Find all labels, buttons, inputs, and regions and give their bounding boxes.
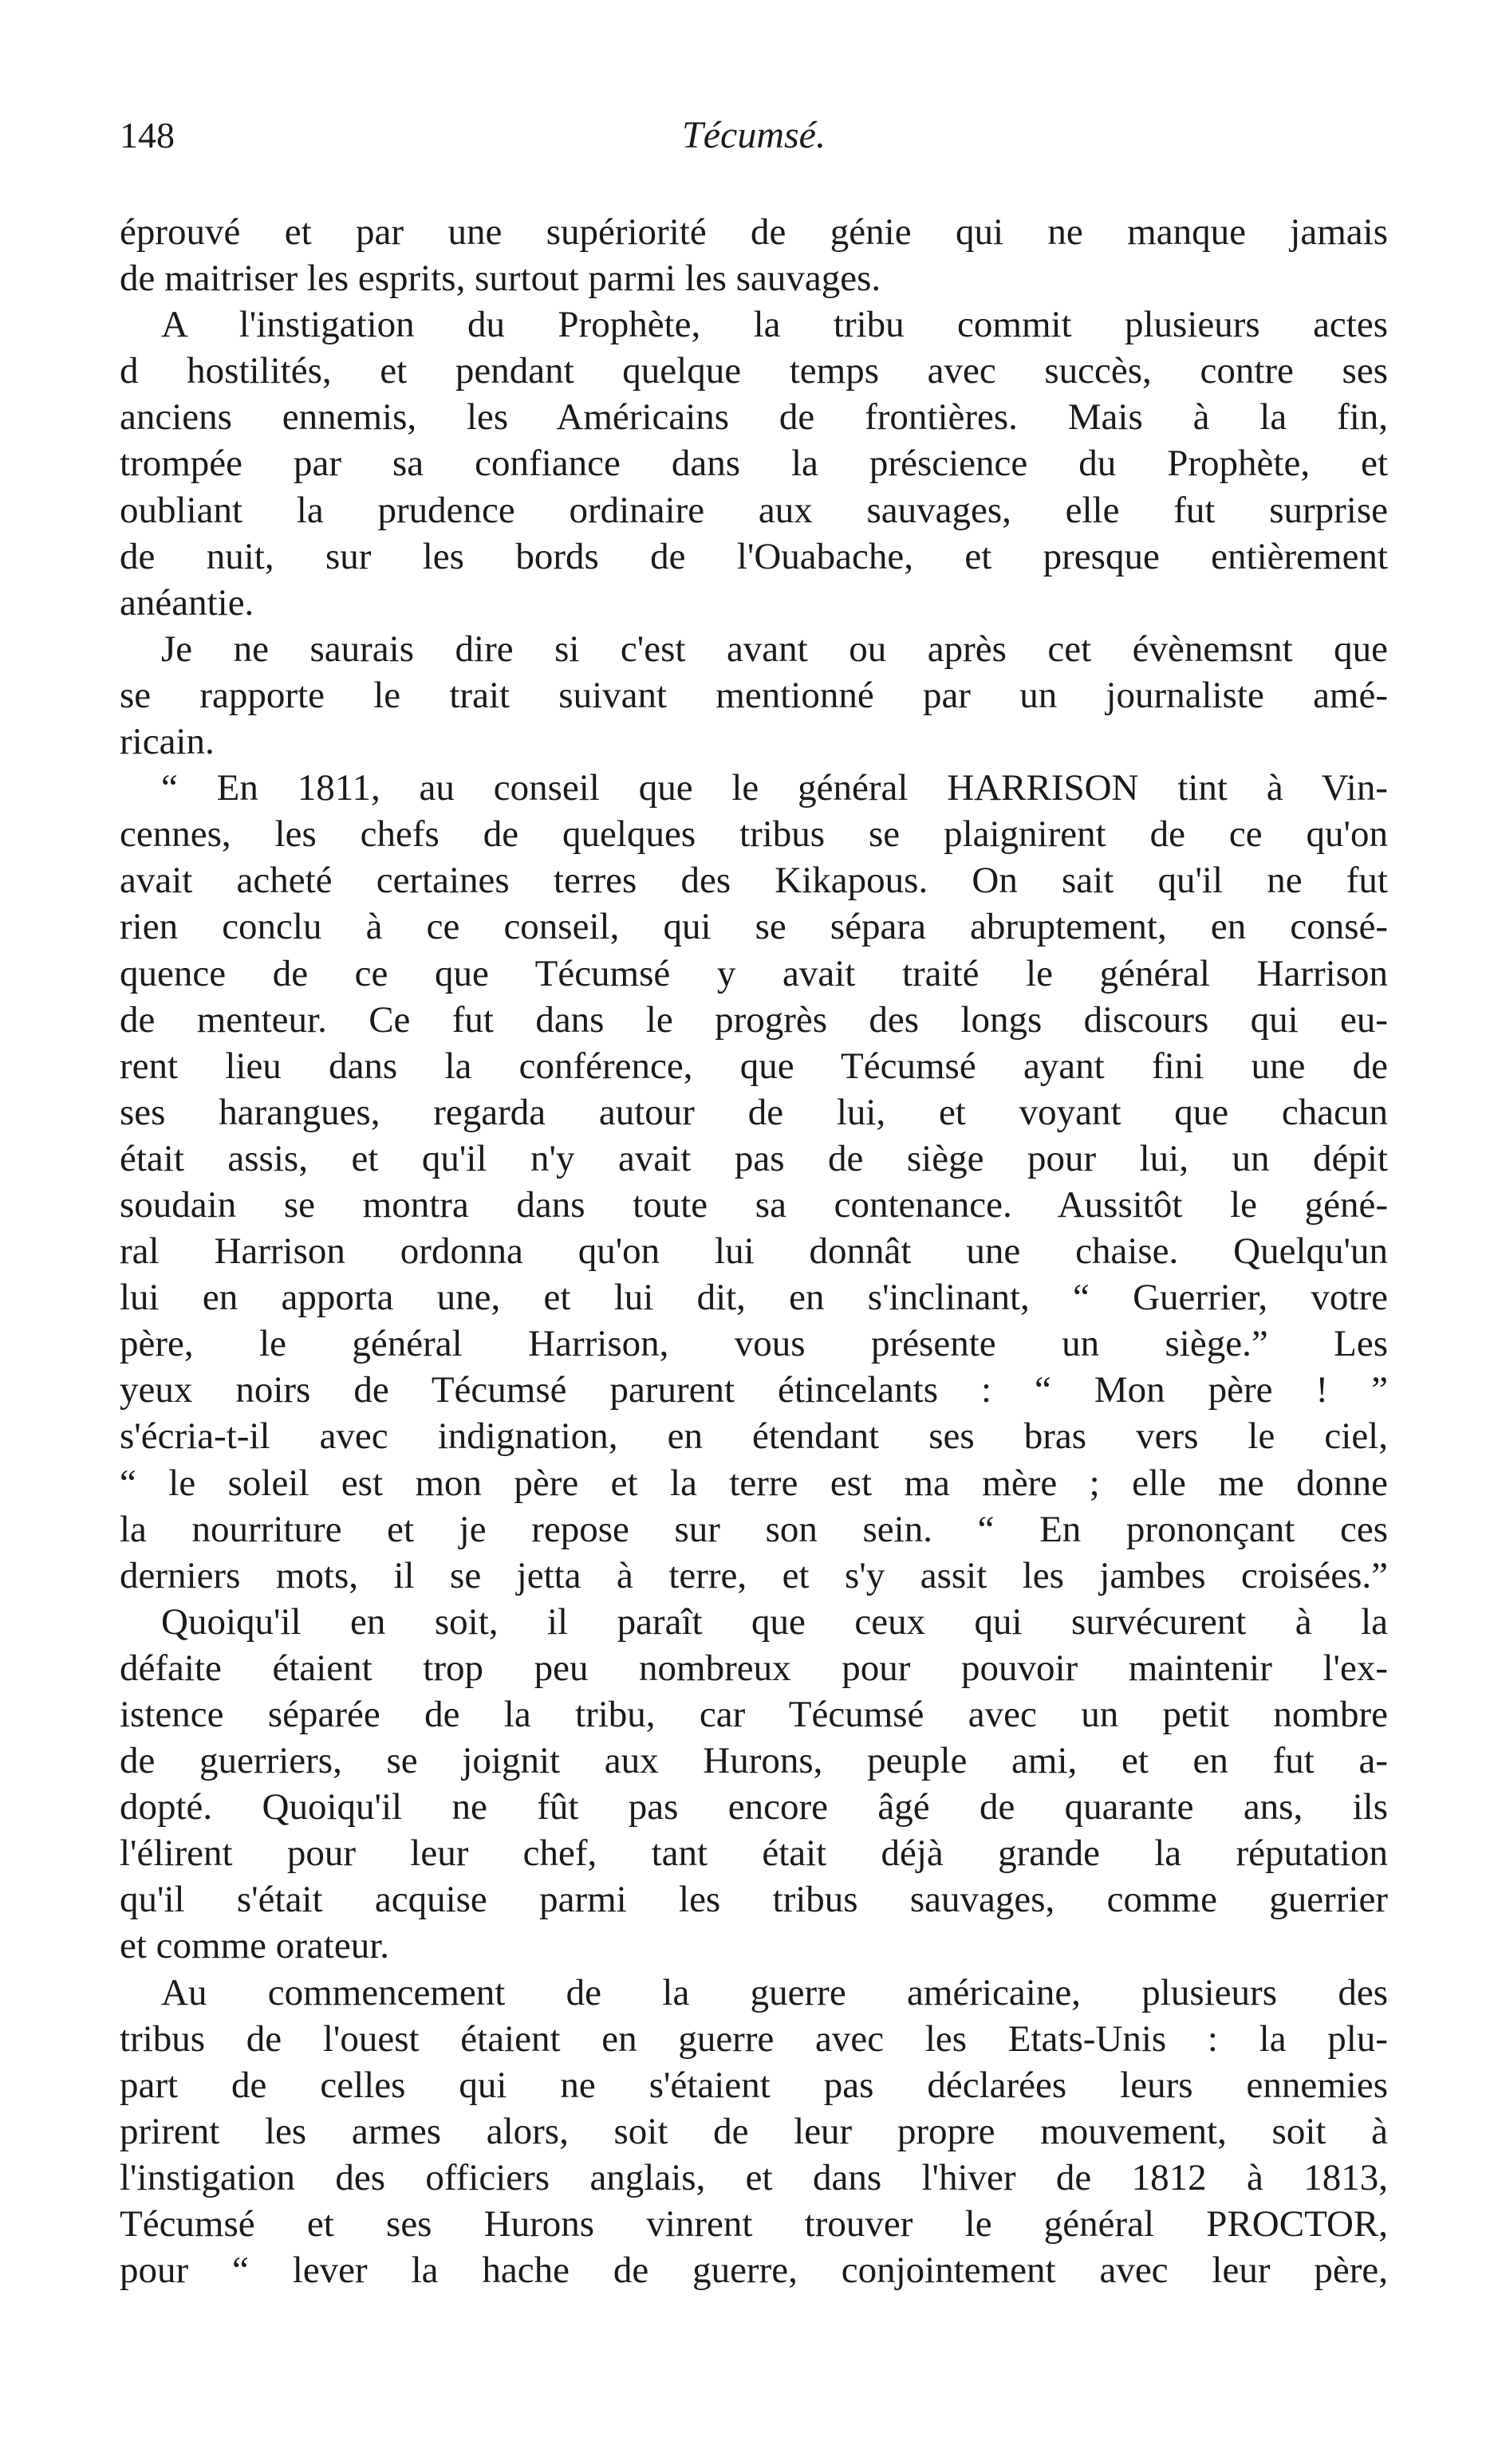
text-line: cennes, les chefs de quelques tribus se plaignirent de ce qu'on: [120, 813, 1388, 856]
text-line: la nourriture et je repose sur son sein. “ En prononçant ces: [120, 1508, 1388, 1550]
text-line: rent lieu dans la conférence, que Técumsé ayant fini une de: [120, 1045, 1388, 1087]
text-line: “ le soleil est mon père et la terre est ma mère ; elle me donne: [120, 1462, 1388, 1504]
text-line: A l'instigation du Prophète, la tribu commit plusieurs actes: [161, 304, 1388, 346]
text-line: tribus de l'ouest étaient en guerre avec les Etats-Unis : la plu-: [120, 2017, 1388, 2060]
running-head: [120, 112, 1388, 159]
text-line: qu'il s'était acquise parmi les tribus sauvages, comme guerrier: [120, 1879, 1388, 1921]
text-line: avait acheté certaines terres des Kikapous. On sait qu'il ne fut: [120, 860, 1388, 902]
text-line: anciens ennemis, les Américains de frontières. Mais à la fin,: [120, 396, 1388, 439]
text-line: ses harangues, regarda autour de lui, et voyant que chacun: [120, 1091, 1388, 1133]
text-line: s'écria-t-il avec indignation, en étendant ses bras vers le ciel,: [120, 1415, 1388, 1458]
text-line: Je ne saurais dire si c'est avant ou après cet évènemsnt que: [161, 628, 1388, 670]
text-line: éprouvé et par une supériorité de génie qui ne manque jamais: [120, 211, 1388, 253]
text-line: lui en apporta une, et lui dit, en s'inclinant, “ Guerrier, votre: [120, 1277, 1388, 1319]
text-line: se rapporte le trait suivant mentionné par un journaliste amé-: [120, 674, 1388, 716]
body-text: [120, 209, 1388, 2293]
text-line: istence séparée de la tribu, car Técumsé avec un petit nombre: [120, 1694, 1388, 1735]
text-line: ral Harrison ordonna qu'on lui donnât une chaise. Quelqu'un: [120, 1230, 1388, 1273]
text-line: de menteur. Ce fut dans le progrès des longs discours qui eu-: [120, 998, 1388, 1041]
text-line: était assis, et qu'il n'y avait pas de siège pour lui, un dépit: [120, 1137, 1388, 1179]
text-line: “ En 1811, au conseil que le général HARRISON tint à Vin-: [161, 767, 1388, 809]
text-line: l'élirent pour leur chef, tant était déjà grande la réputation: [120, 1832, 1388, 1875]
text-line: père, le général Harrison, vous présente un siège.” Les: [120, 1323, 1388, 1365]
text-line: de guerriers, se joignit aux Hurons, peuple ami, et en fut a-: [120, 1740, 1388, 1782]
text-line: trompée par sa confiance dans la préscience du Prophète, et: [120, 443, 1388, 485]
text-line: anéantie.: [120, 581, 254, 624]
text-line: prirent les armes alors, soit de leur propre mouvement, soit à: [120, 2110, 1388, 2152]
text-line: Técumsé et ses Hurons vinrent trouver le général PROCTOR,: [120, 2203, 1388, 2246]
text-line: ricain.: [120, 721, 215, 763]
text-line: oubliant la prudence ordinaire aux sauvages, elle fut surprise: [120, 489, 1388, 531]
text-line: quence de ce que Técumsé y avait traité le général Harrison: [120, 952, 1388, 994]
text-line: pour “ lever la hache de guerre, conjointement avec leur père,: [120, 2249, 1388, 2292]
text-line: rien conclu à ce conseil, qui se sépara abruptement, en consé-: [120, 906, 1388, 948]
text-line: d hostilités, et pendant quelque temps avec succès, contre ses: [120, 350, 1388, 392]
text-line: Quoiqu'il en soit, il paraît que ceux qui survécurent à la: [161, 1600, 1388, 1643]
text-line: part de celles qui ne s'étaient pas déclarées leurs ennemies: [120, 2064, 1388, 2106]
running-title: Técumsé.: [682, 114, 826, 156]
page-number: 148: [120, 115, 175, 155]
text-line: yeux noirs de Técumsé parurent étincelants : “ Mon père ! ”: [120, 1369, 1388, 1411]
text-line: soudain se montra dans toute sa contenance. Aussitôt le géné-: [120, 1183, 1388, 1226]
text-line: de nuit, sur les bords de l'Ouabache, et presque entièrement: [120, 535, 1388, 577]
text-line: l'instigation des officiers anglais, et dans l'hiver de 1812 à 1813,: [120, 2156, 1388, 2198]
text-line: dopté. Quoiqu'il ne fût pas encore âgé de quarante ans, ils: [120, 1786, 1388, 1828]
text-line: défaite étaient trop peu nombreux pour pouvoir maintenir l'ex-: [120, 1647, 1388, 1689]
text-line: et comme orateur.: [120, 1925, 389, 1967]
text-line: derniers mots, il se jetta à terre, et s'y assit les jambes croisées.”: [120, 1554, 1388, 1596]
text-line: de maitriser les esprits, surtout parmi les sauvages.: [120, 258, 881, 300]
text-line: Au commencement de la guerre américaine, plusieurs des: [161, 1971, 1388, 2013]
